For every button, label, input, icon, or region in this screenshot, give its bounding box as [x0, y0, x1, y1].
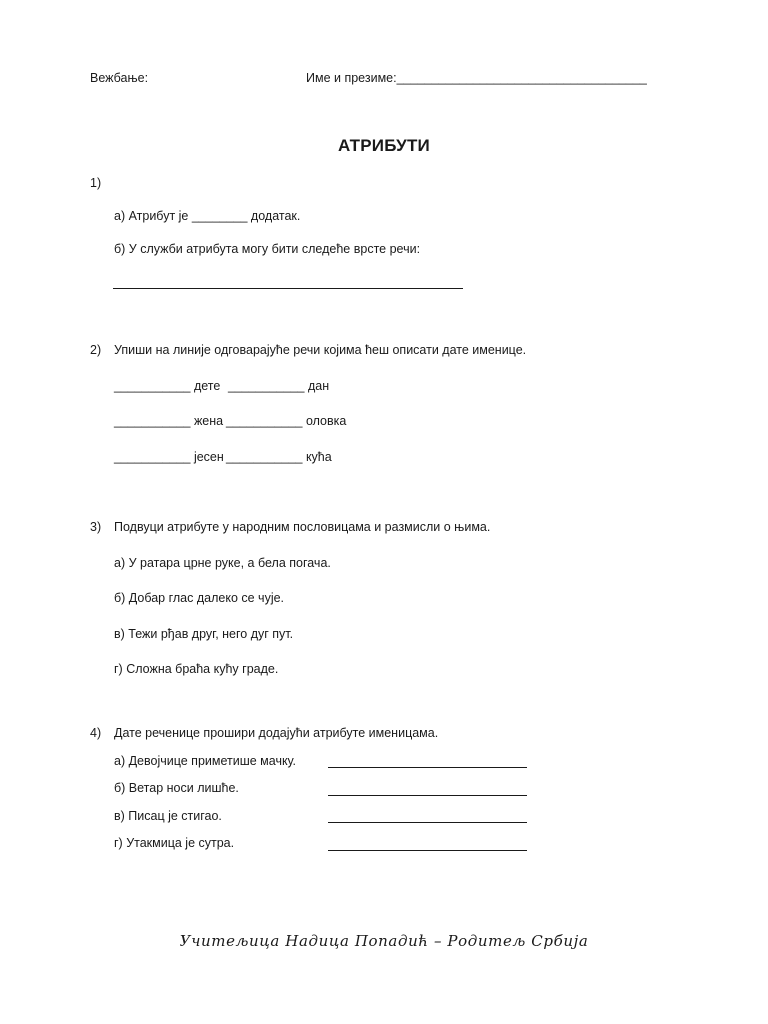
q2-number: 2) [90, 343, 102, 357]
q1-number: 1) [90, 176, 102, 190]
q3-item-d: г) Сложна браћа кућу граде. [114, 662, 279, 676]
q3-item-b: б) Добар глас далеко се чује. [114, 591, 285, 605]
q3-item-c: в) Тежи рђав друг, него дуг пут. [114, 627, 294, 641]
q4-item-a: а) Девојчице приметише мачку. [114, 754, 297, 768]
q4-item-d: г) Утакмица је сутра. [114, 836, 235, 850]
q1-answer-line [113, 288, 463, 289]
q4-item-c: в) Писац је стигао. [114, 809, 222, 823]
footer-credit: Учитељица Надица Попадић – Родитељ Србија [179, 932, 589, 950]
q4-answer-line-b [328, 795, 527, 796]
q4-answer-line-d [328, 850, 527, 851]
q1-item-b: б) У служби атрибута могу бити следеће врсте речи: [114, 242, 421, 256]
q2-instruction: Упиши на линије одговарајуће речи којима ћеш описати дате именице. [114, 343, 527, 357]
name-field-label: Име и презиме:____________________________________ [306, 71, 647, 85]
exercise-label: Вежбање: [90, 71, 149, 85]
q4-item-b: б) Ветар носи лишће. [114, 781, 239, 795]
q3-instruction: Подвуци атрибуте у народним пословицама и размисли о њима. [114, 520, 491, 534]
q2-row-2-left: ___________ жена [114, 414, 224, 428]
q2-row-1-right: ___________ дан [228, 379, 330, 393]
q2-row-1-left: ___________ дете [114, 379, 221, 393]
q3-number: 3) [90, 520, 102, 534]
q4-instruction: Дате реченице прошири додајући атрибуте именицама. [114, 726, 439, 740]
q4-answer-line-c [328, 822, 527, 823]
q2-row-3-left: ___________ јесен [114, 450, 224, 464]
q4-answer-line-a [328, 767, 527, 768]
q1-item-a: а) Атрибут је ________ додатак. [114, 209, 301, 223]
q4-number: 4) [90, 726, 102, 740]
page-title: АТРИБУТИ [338, 136, 430, 155]
q3-item-a: а) У ратара црне руке, а бела погача. [114, 556, 331, 570]
q2-row-2-right: ___________ оловка [226, 414, 347, 428]
q2-row-3-right: ___________ кућа [226, 450, 332, 464]
